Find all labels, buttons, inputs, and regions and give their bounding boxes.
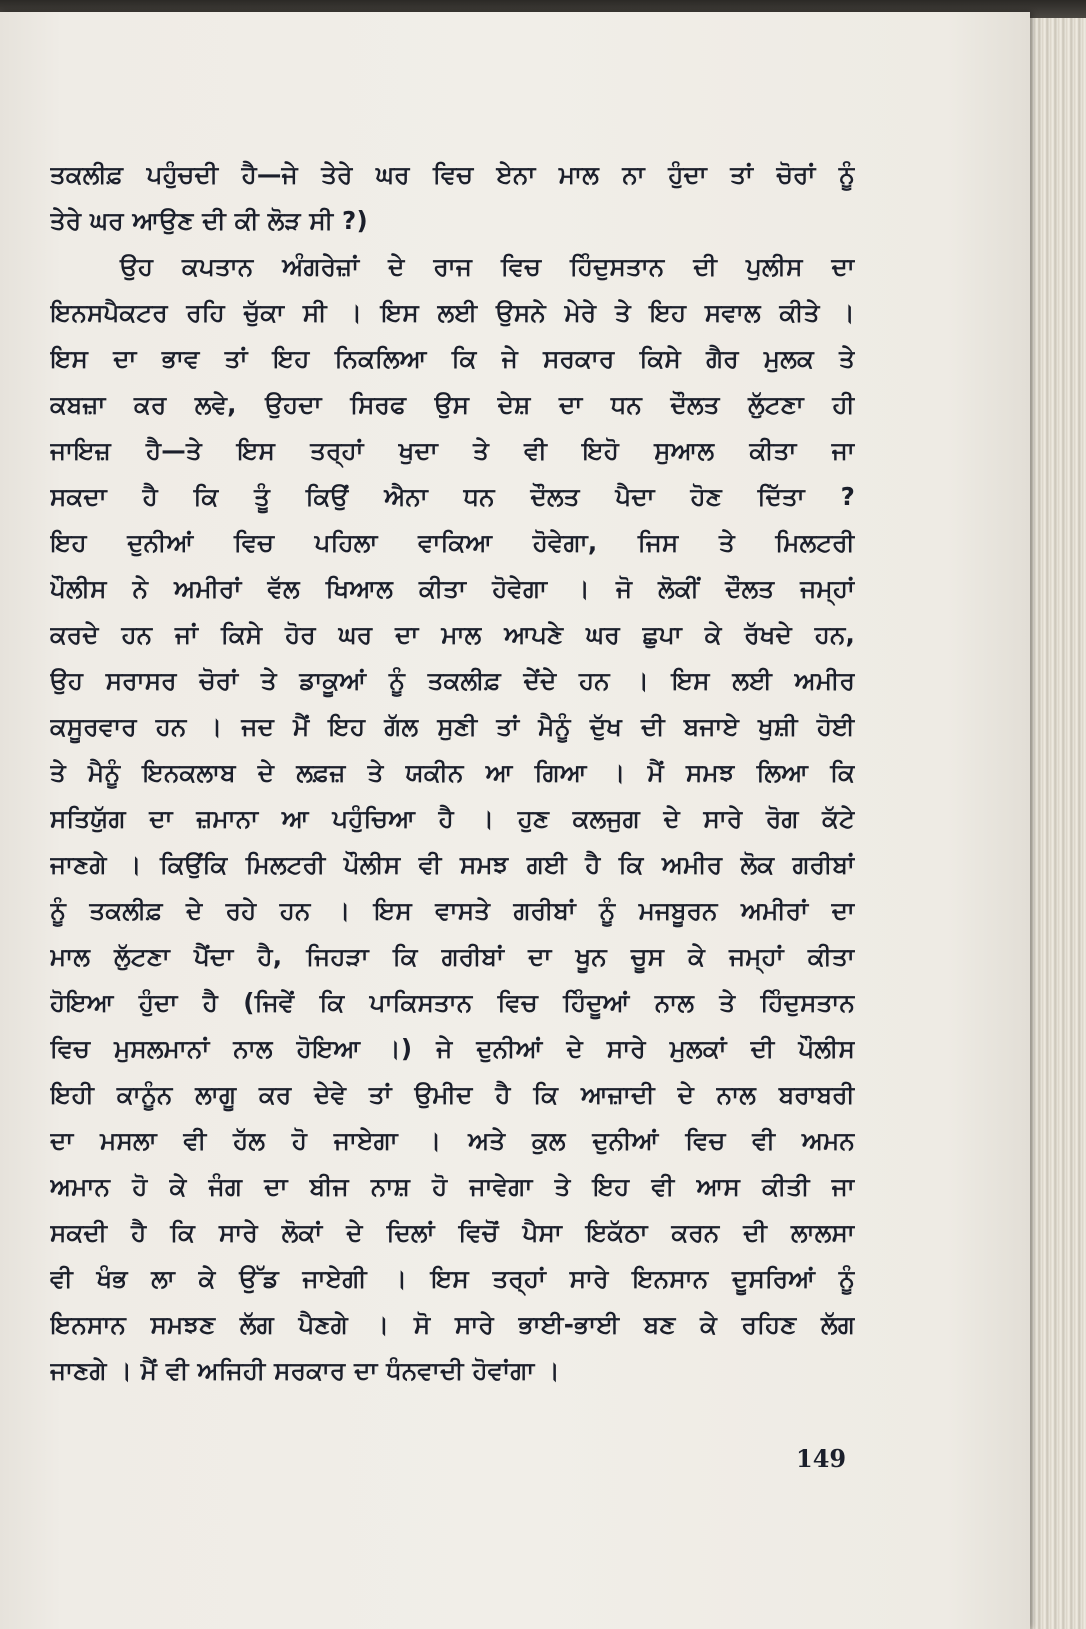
book-page xyxy=(0,12,1030,1629)
paragraph-end-line: ਜਾਣਗੇ । ਮੈਂ ਵੀ ਅਜਿਹੀ ਸਰਕਾਰ ਦਾ ਧੰਨਵਾਦੀ ਹੋਵਾਂਗਾ । xyxy=(50,1356,560,1385)
text-line: ਕਰਦੇ ਹਨ ਜਾਂ ਕਿਸੇ ਹੋਰ ਘਰ ਦਾ ਮਾਲ ਆਪਣੇ ਘਰ ਛੁਪਾ ਕੇ ਰੱਖਦੇ ਹਨ, xyxy=(50,620,855,649)
text-line: ਕਬਜ਼ਾ ਕਰ ਲਵੇ, ਉਹਦਾ ਸਿਰਫ ਉਸ ਦੇਸ਼ ਦਾ ਧਨ ਦੌਲਤ ਲੁੱਟਣਾ ਹੀ xyxy=(50,390,855,419)
text-line: ਜਾਇਜ਼ ਹੈ—ਤੇ ਇਸ ਤਰ੍ਹਾਂ ਖੁਦਾ ਤੇ ਵੀ ਇਹੋ ਸੁਆਲ ਕੀਤਾ ਜਾ xyxy=(50,436,855,465)
text-line: ਦਾ ਮਸਲਾ ਵੀ ਹੱਲ ਹੋ ਜਾਏਗਾ । ਅਤੇ ਕੁਲ ਦੁਨੀਆਂ ਵਿਚ ਵੀ ਅਮਨ xyxy=(50,1126,855,1155)
text-line: ਹੋਇਆ ਹੁੰਦਾ ਹੈ (ਜਿਵੇਂ ਕਿ ਪਾਕਿਸਤਾਨ ਵਿਚ ਹਿੰਦੂਆਂ ਨਾਲ ਤੇ ਹਿੰਦੁਸਤਾਨ xyxy=(50,988,855,1017)
page-number: 149 xyxy=(796,1444,847,1473)
text-line: ਉਹ ਸਰਾਸਰ ਚੋਰਾਂ ਤੇ ਡਾਕੂਆਂ ਨੂੰ ਤਕਲੀਫ਼ ਦੇਂਦੇ ਹਨ । ਇਸ ਲਈ ਅਮੀਰ xyxy=(50,666,855,695)
body-text xyxy=(50,152,855,1394)
text-line: ਕਸੂਰਵਾਰ ਹਨ । ਜਦ ਮੈਂ ਇਹ ਗੱਲ ਸੁਣੀ ਤਾਂ ਮੈਨੂੰ ਦੁੱਖ ਦੀ ਬਜਾਏ ਖੁਸ਼ੀ ਹੋਈ xyxy=(50,712,855,741)
text-line: ਇਨਸਾਨ ਸਮਝਣ ਲੱਗ ਪੈਣਗੇ । ਸੋ ਸਾਰੇ ਭਾਈ-ਭਾਈ ਬਣ ਕੇ ਰਹਿਣ ਲੱਗ xyxy=(50,1310,855,1339)
text-line: ਪੌਲੀਸ ਨੇ ਅਮੀਰਾਂ ਵੱਲ ਖਿਆਲ ਕੀਤਾ ਹੋਵੇਗਾ । ਜੋ ਲੋਕੀਂ ਦੌਲਤ ਜਮ੍ਹਾਂ xyxy=(50,574,855,603)
text-line: ਨੂੰ ਤਕਲੀਫ਼ ਦੇ ਰਹੇ ਹਨ । ਇਸ ਵਾਸਤੇ ਗਰੀਬਾਂ ਨੂੰ ਮਜਬੂਰਨ ਅਮੀਰਾਂ ਦਾ xyxy=(50,896,855,925)
text-line: ਵੀ ਖੰਭ ਲਾ ਕੇ ਉੱਡ ਜਾਏਗੀ । ਇਸ ਤਰ੍ਹਾਂ ਸਾਰੇ ਇਨਸਾਨ ਦੂਸਰਿਆਂ ਨੂੰ xyxy=(50,1264,855,1293)
text-line: ਇਹੀ ਕਾਨੂੰਨ ਲਾਗੂ ਕਰ ਦੇਵੇ ਤਾਂ ਉਮੀਦ ਹੈ ਕਿ ਆਜ਼ਾਦੀ ਦੇ ਨਾਲ ਬਰਾਬਰੀ xyxy=(50,1080,855,1109)
text-line: ਅਮਾਨ ਹੋ ਕੇ ਜੰਗ ਦਾ ਬੀਜ ਨਾਸ਼ ਹੋ ਜਾਵੇਗਾ ਤੇ ਇਹ ਵੀ ਆਸ ਕੀਤੀ ਜਾ xyxy=(50,1172,855,1201)
text-line: ਸਕਦਾ ਹੈ ਕਿ ਤੂੰ ਕਿਉਂ ਐਨਾ ਧਨ ਦੌਲਤ ਪੈਦਾ ਹੋਣ ਦਿੱਤਾ ? xyxy=(50,482,855,511)
text-line: ਵਿਚ ਮੁਸਲਮਾਨਾਂ ਨਾਲ ਹੋਇਆ ।) ਜੇ ਦੁਨੀਆਂ ਦੇ ਸਾਰੇ ਮੁਲਕਾਂ ਦੀ ਪੌਲੀਸ xyxy=(50,1034,855,1063)
text-line: ਸਕਦੀ ਹੈ ਕਿ ਸਾਰੇ ਲੋਕਾਂ ਦੇ ਦਿਲਾਂ ਵਿਚੋਂ ਪੈਸਾ ਇਕੱਠਾ ਕਰਨ ਦੀ ਲਾਲਸਾ xyxy=(50,1218,855,1247)
text-line: ਤੇਰੇ ਘਰ ਆਉਣ ਦੀ ਕੀ ਲੋੜ ਸੀ ?) xyxy=(50,206,368,235)
text-line: ਮਾਲ ਲੁੱਟਣਾ ਪੈਂਦਾ ਹੈ, ਜਿਹੜਾ ਕਿ ਗਰੀਬਾਂ ਦਾ ਖੂਨ ਚੂਸ ਕੇ ਜਮ੍ਹਾਂ ਕੀਤਾ xyxy=(50,942,855,971)
text-line: ਤੇ ਮੈਨੂੰ ਇਨਕਲਾਬ ਦੇ ਲਫ਼ਜ਼ ਤੇ ਯਕੀਨ ਆ ਗਿਆ । ਮੈਂ ਸਮਝ ਲਿਆ ਕਿ xyxy=(50,758,855,787)
text-line: ਇਨਸਪੈਕਟਰ ਰਹਿ ਚੁੱਕਾ ਸੀ । ਇਸ ਲਈ ਉਸਨੇ ਮੇਰੇ ਤੇ ਇਹ ਸਵਾਲ ਕੀਤੇ । xyxy=(50,298,855,327)
page-stack-edge xyxy=(1025,18,1086,1629)
text-line: ਸਤਿਯੁੱਗ ਦਾ ਜ਼ਮਾਨਾ ਆ ਪਹੁੰਚਿਆ ਹੈ । ਹੁਣ ਕਲਜੁਗ ਦੇ ਸਾਰੇ ਰੋਗ ਕੱਟੇ xyxy=(50,804,855,833)
text-line: ਜਾਣਗੇ । ਕਿਉਂਕਿ ਮਿਲਟਰੀ ਪੌਲੀਸ ਵੀ ਸਮਝ ਗਈ ਹੈ ਕਿ ਅਮੀਰ ਲੋਕ ਗਰੀਬਾਂ xyxy=(50,850,855,879)
text-line: ਇਸ ਦਾ ਭਾਵ ਤਾਂ ਇਹ ਨਿਕਲਿਆ ਕਿ ਜੇ ਸਰਕਾਰ ਕਿਸੇ ਗੈਰ ਮੁਲਕ ਤੇ xyxy=(50,344,855,373)
text-line: ਇਹ ਦੁਨੀਆਂ ਵਿਚ ਪਹਿਲਾ ਵਾਕਿਆ ਹੋਵੇਗਾ, ਜਿਸ ਤੇ ਮਿਲਟਰੀ xyxy=(50,528,855,557)
paragraph-start-line: ਉਹ ਕਪਤਾਨ ਅੰਗਰੇਜ਼ਾਂ ਦੇ ਰਾਜ ਵਿਚ ਹਿੰਦੁਸਤਾਨ ਦੀ ਪੁਲੀਸ ਦਾ xyxy=(120,252,855,281)
text-line: ਤਕਲੀਫ਼ ਪਹੁੰਚਦੀ ਹੈ—ਜੇ ਤੇਰੇ ਘਰ ਵਿਚ ਏਨਾ ਮਾਲ ਨਾ ਹੁੰਦਾ ਤਾਂ ਚੋਰਾਂ ਨੂੰ xyxy=(50,160,855,189)
